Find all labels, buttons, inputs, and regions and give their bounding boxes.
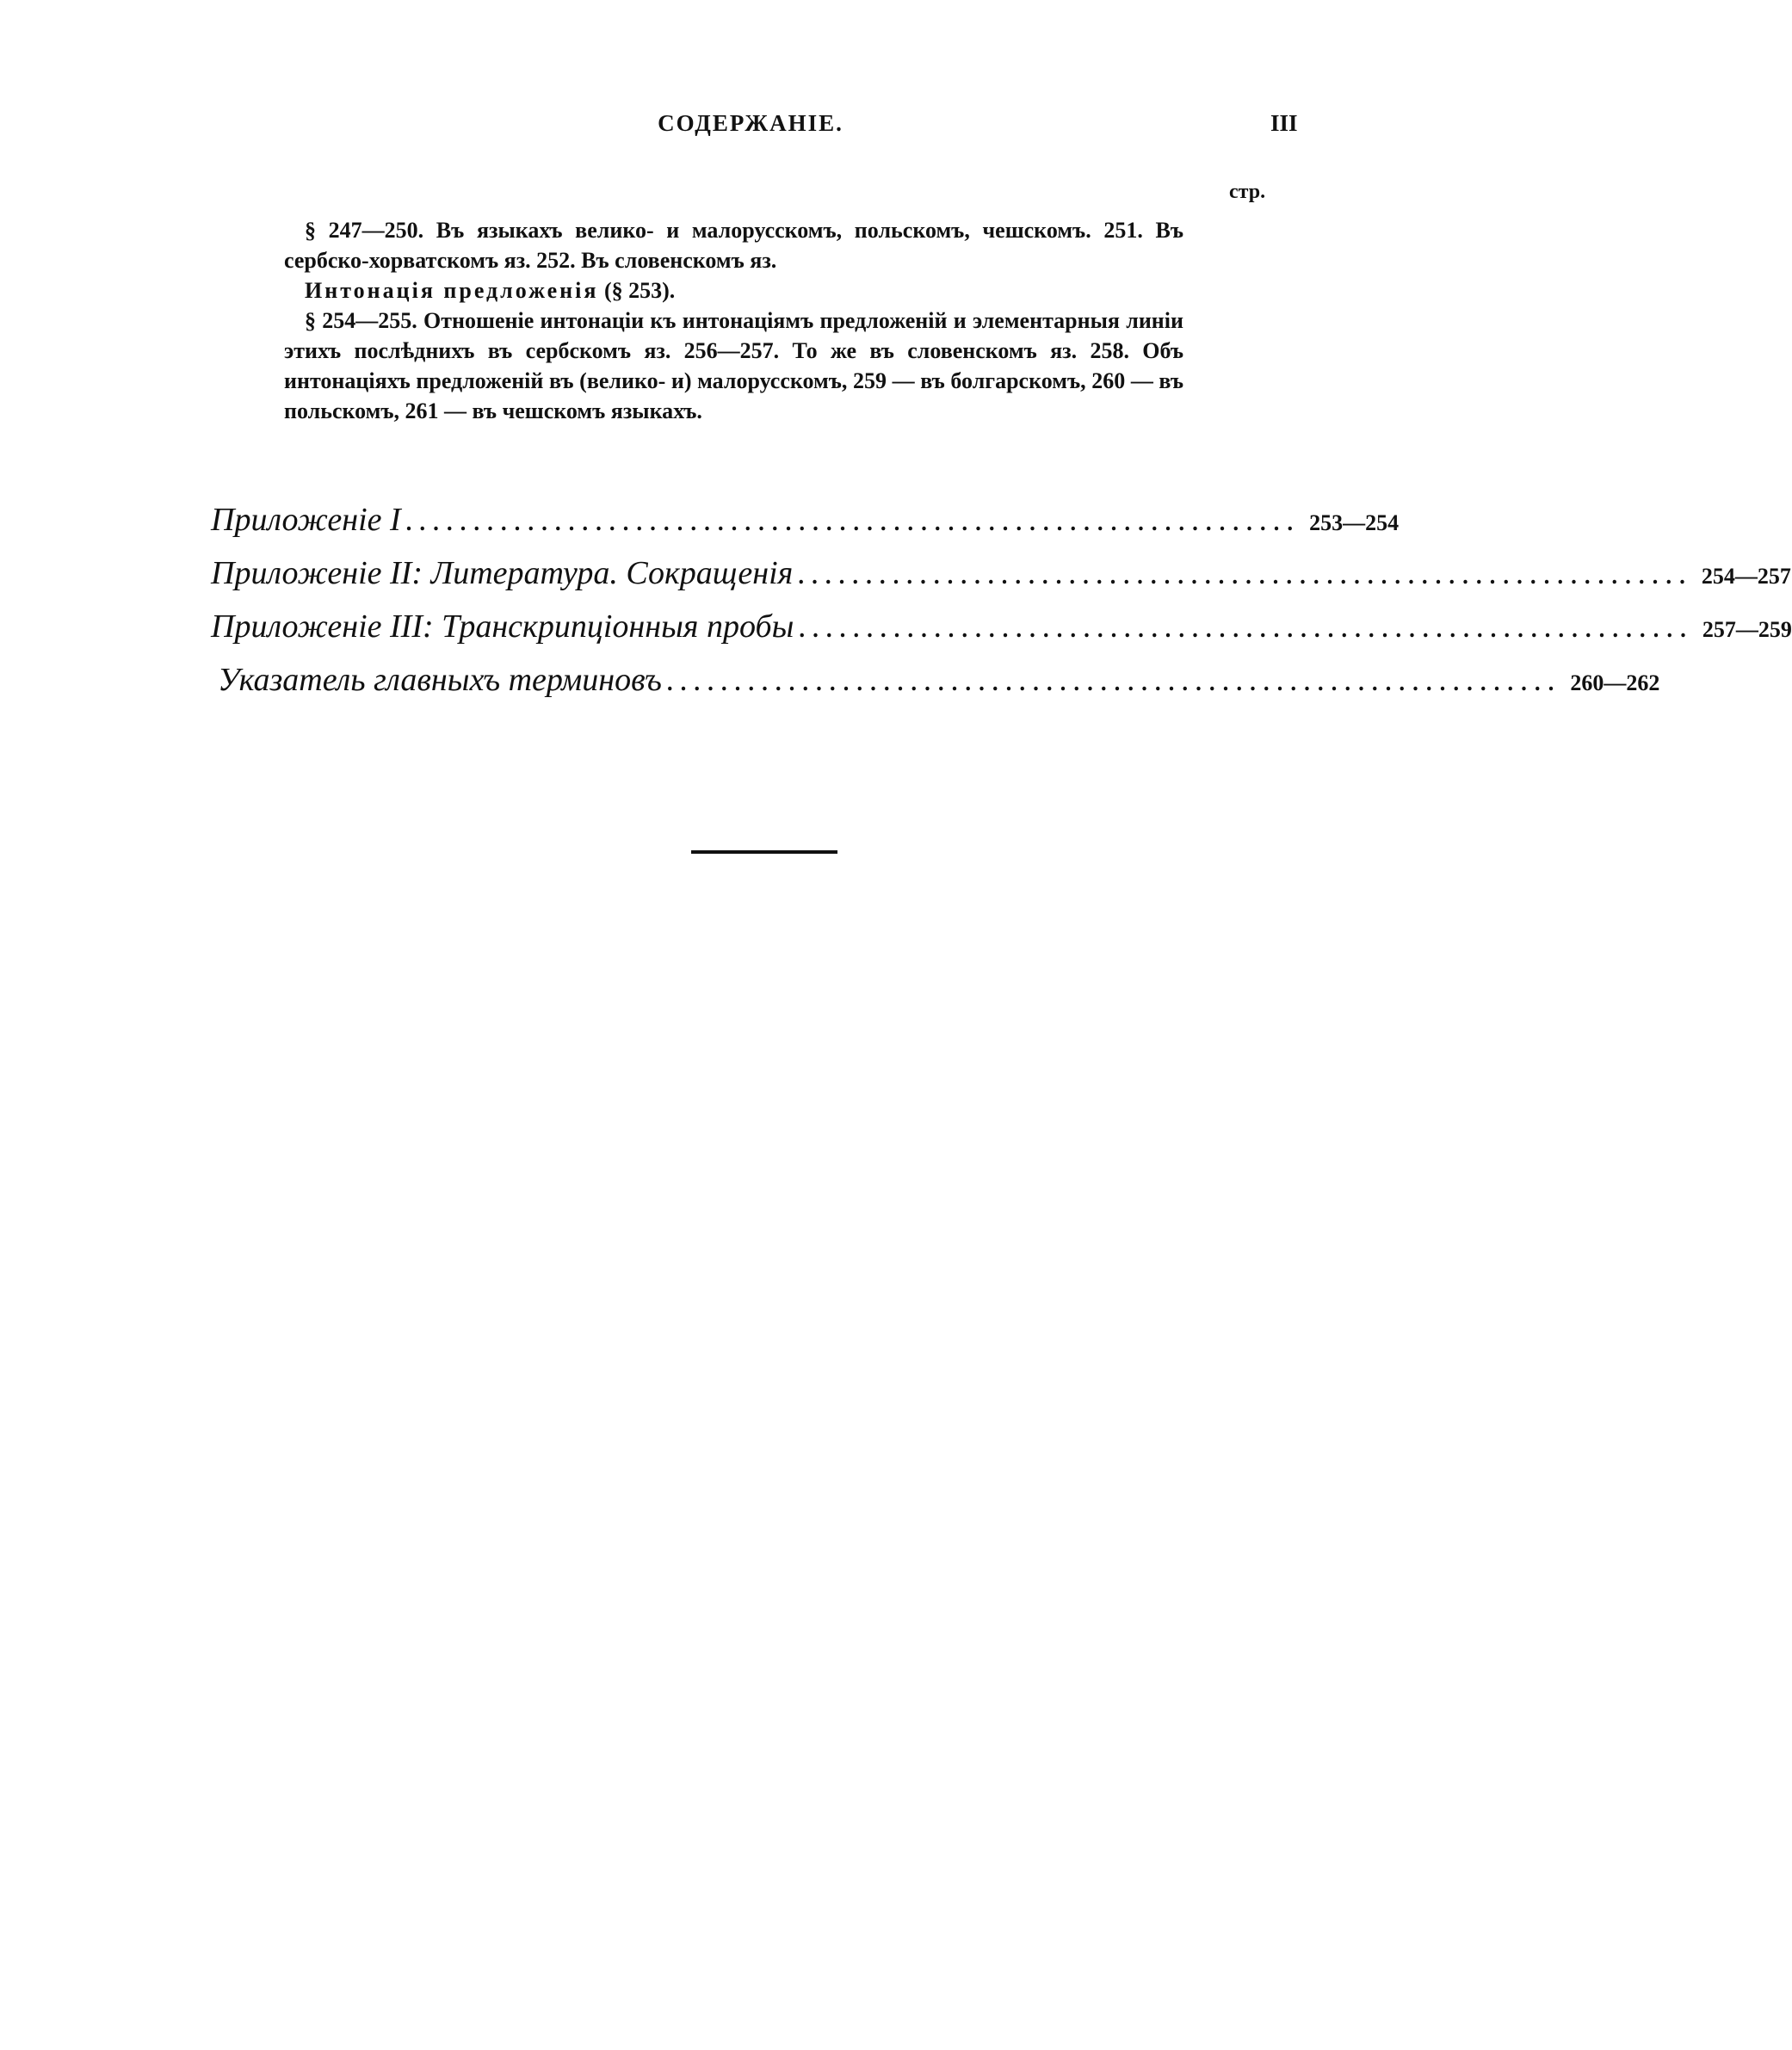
- table-of-contents: [211, 501, 1792, 714]
- page-number: III: [1270, 110, 1298, 136]
- running-header: [0, 110, 1501, 145]
- toc-entry-pages: 257—259: [1702, 617, 1792, 642]
- closing-rule: [691, 850, 837, 854]
- toc-leader-dots: ..................................................................: [666, 670, 1562, 695]
- toc-entry-appendix-2: [211, 554, 1791, 608]
- toc-entry-title: Приложеніе I: [211, 502, 401, 538]
- summary-heading-line: [284, 275, 1183, 306]
- toc-entry-title: Приложеніе II: Литература. Сокращенія: [211, 555, 794, 591]
- toc-entry-title: Указатель главныхъ терминовъ: [218, 662, 662, 698]
- page-column-heading: стр.: [1229, 181, 1266, 203]
- summary-heading-ref: (§ 253).: [598, 278, 676, 303]
- toc-entry-appendix-1: [211, 501, 1400, 554]
- toc-leader-dots: ..................................................................: [798, 563, 1693, 589]
- summary-paragraph-1: § 247—250. Въ языкахъ велико- и малорусскомъ, польскомъ, чешскомъ. 251. Въ сербско-хорватскомъ яз. 252. Въ словенскомъ яз.: [284, 218, 1183, 273]
- summary-paragraph-2: § 254—255. Отношеніе интонаціи къ интонаціямъ предложеній и элементарныя линіи этихъ послѣднихъ въ сербскомъ яз. 256—257. То же въ словенскомъ яз. 258. Объ интонаціяхъ предложеній въ (велико- и) малорусскомъ, 259 — въ болгарскомъ, 260 — въ польскомъ, 261 — въ чешскомъ языкахъ.: [284, 308, 1183, 423]
- toc-entry-pages: 253—254: [1309, 510, 1400, 535]
- running-title: СОДЕРЖАНІЕ.: [658, 110, 843, 136]
- toc-entry-index: [211, 661, 1660, 714]
- toc-leader-dots: ..................................................................: [405, 509, 1301, 535]
- toc-entry-pages: 260—262: [1570, 670, 1660, 695]
- toc-entry-appendix-3: [211, 608, 1792, 661]
- summary-heading: Интонація предложенія: [305, 278, 599, 303]
- toc-leader-dots: ..................................................................: [799, 616, 1694, 642]
- toc-entry-title: Приложеніе III: Транскрипціонныя пробы: [211, 608, 794, 645]
- subsection-summary: [284, 215, 1183, 426]
- toc-entry-pages: 254—257: [1701, 564, 1791, 589]
